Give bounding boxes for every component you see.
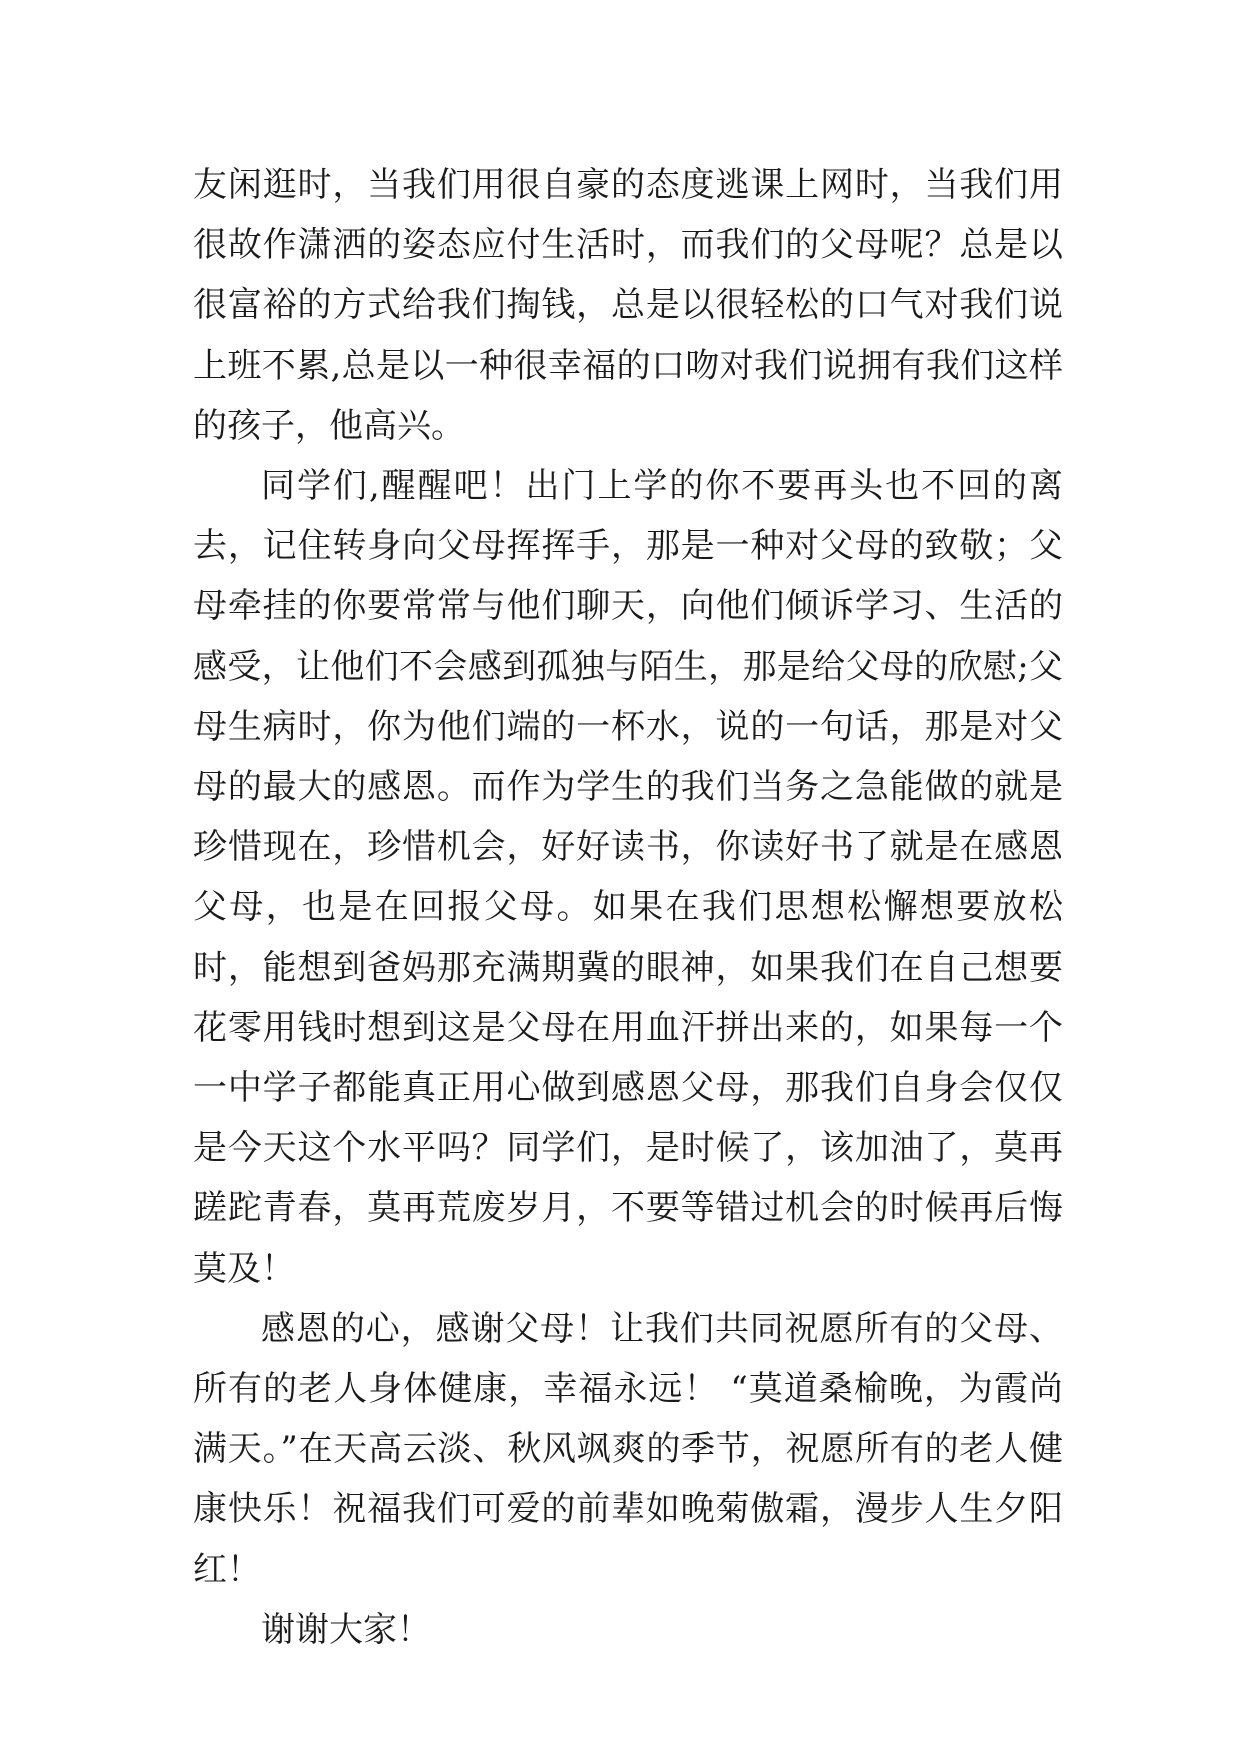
document-body [193,155,1063,1660]
paragraph-thanks: 谢谢大家！ [261,1609,431,1650]
paragraph-blessing: 感恩的心，感谢父母！让我们共同祝愿所有的父母、所有的老人身体健康，幸福永远！ “莫道桑榆晚，为霞尚满天。”在天高云淡、秋风飒爽的季节，祝愿所有的老人健康快乐！祝福我们可爱的前辈如晚菊傲霜，漫步人生夕阳红！ [193,1308,1063,1590]
paragraph-continuation: 友闲逛时，当我们用很自豪的态度逃课上网时，当我们用很故作潇洒的姿态应付生活时，而我们的父母呢？总是以很富裕的方式给我们掏钱，总是以很轻松的口气对我们说上班不累,总是以一种很幸福的口吻对我们说拥有我们这样的孩子，他高兴。 [193,165,1063,446]
paragraph-appeal: 同学们,醒醒吧！出门上学的你不要再头也不回的离去，记住转身向父母挥挥手，那是一种对父母的致敬；父母牵挂的你要常常与他们聊天，向他们倾诉学习、生活的感受，让他们不会感到孤独与陌生，那是给父母的欣慰;父母生病时，你为他们端的一杯水，说的一句话，那是对父母的最大的感恩。而作为学生的我们当务之急能做的就是珍惜现在，珍惜机会，好好读书，你读好书了就是在感恩父母，也是在回报父母。如果在我们思想松懈想要放松时，能想到爸妈那充满期冀的眼神，如果我们在自己想要花零用钱时想到这是父母在用血汗拼出来的，如果每一个一中学子都能真正用心做到感恩父母，那我们自身会仅仅是今天这个水平吗？同学们，是时候了，该加油了，莫再蹉跎青春，莫再荒废岁月，不要等错过机会的时候再后悔莫及！ [193,466,1063,1289]
